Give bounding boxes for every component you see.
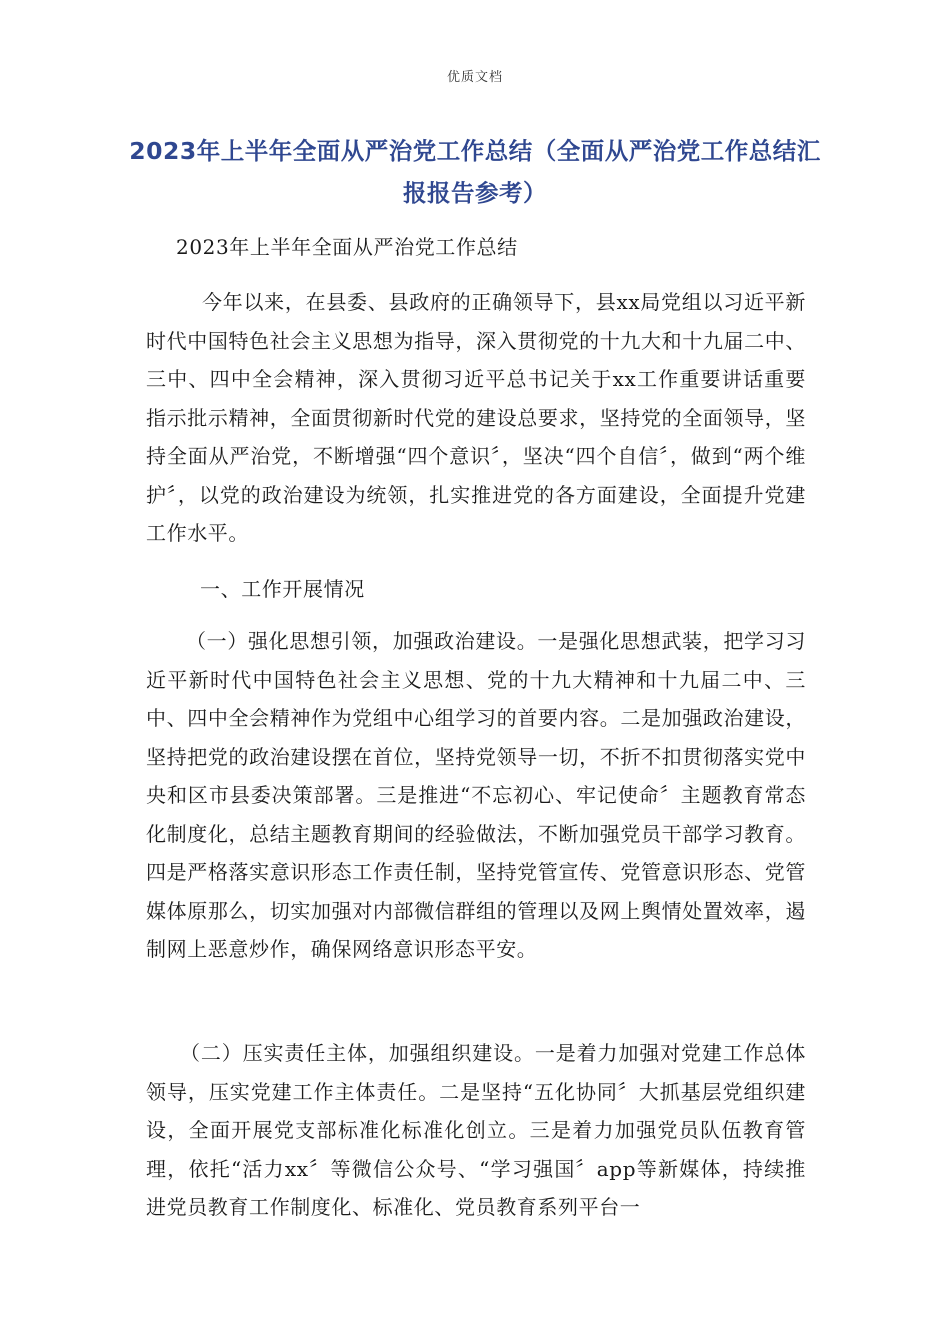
header-watermark: 优质文档 <box>446 70 503 85</box>
paragraph-political-construction: （一）强化思想引领，加强政治建设。一是强化思想武装，把学习习近平新时代中国特色社会主义思想、党的十九大精神和十九届二中、三中、四中全会精神作为党组中心组学习的首要内容。二是加强政治建设，坚持把党的政治建设摆在首位，坚持党领导一切，不折不扣贯彻落实党中央和区市县委决策部署。三是推进“不忘初心、牢记使命〞主题教育常态化制度化，总结主题教育期间的经验做法，不断加强党员干部学习教育。四是严格落实意识形态工作责任制，坚持党管宣传、党管意识形态、党管媒体原那么，切实加强对内部微信群组的管理以及网上舆情处置效率，遏制网上恶意炒作，确保网络意识形态平安。 <box>146 629 806 961</box>
document-title: 2023年上半年全面从严治党工作总结（全面从严治党工作总结汇报报告参考） <box>129 137 821 207</box>
document-subtitle: 2023年上半年全面从严治党工作总结 <box>176 235 518 259</box>
paragraph-intro: 今年以来，在县委、县政府的正确领导下，县xx局党组以习近平新时代中国特色社会主义思想为指导，深入贯彻党的十九大和十九届二中、三中、四中全会精神，深入贯彻习近平总书记关于xx工作重要讲话重要指示批示精神，全面贯彻新时代党的建设总要求，坚持党的全面领导，坚持全面从严治党，不断增强“四个意识〞，坚决“四个自信〞，做到“两个维护〞，以党的政治建设为统领，扎实推进党的各方面建设，全面提升党建工作水平。 <box>146 290 806 545</box>
section-heading: 一、工作开展情况 <box>200 577 365 601</box>
paragraph-organization-construction: （二）压实责任主体，加强组织建设。一是着力加强对党建工作总体领导，压实党建工作主体责任。二是坚持“五化协同〞大抓基层党组织建设，全面开展党支部标准化标准化创立。三是着力加强党员队伍教育管理，依托“活力xx〞等微信公众号、“学习强国〞app等新媒体，持续推进党员教育工作制度化、标准化、党员教育系列平台一 <box>146 1041 806 1219</box>
